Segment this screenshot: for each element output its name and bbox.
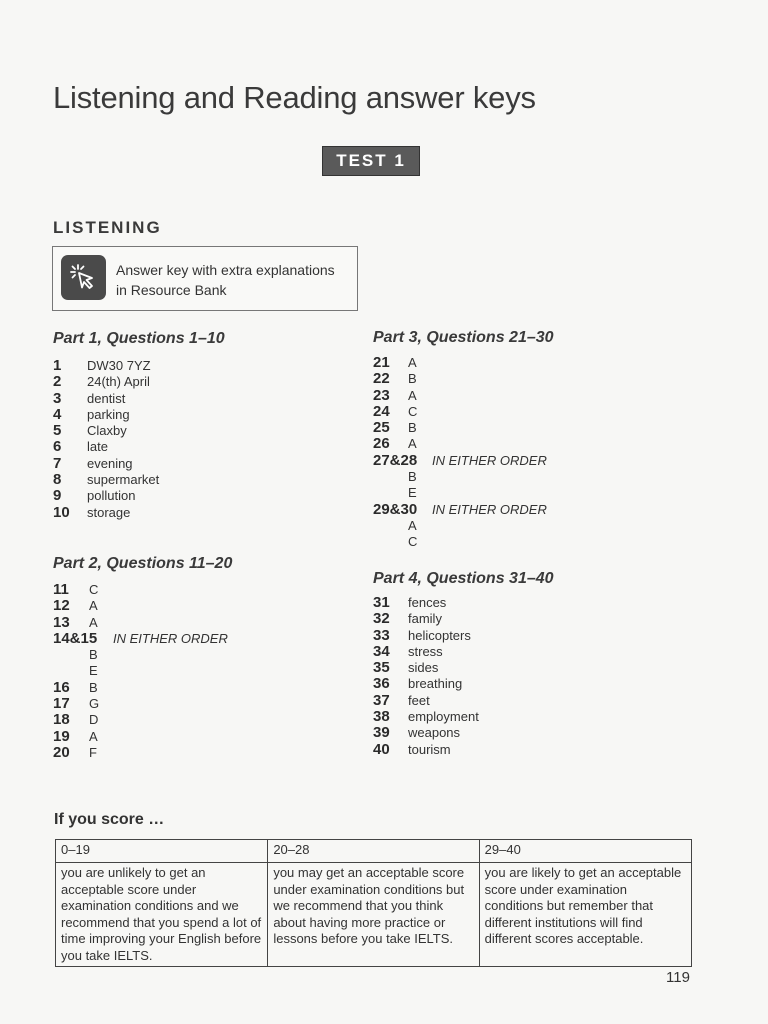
answer-text: F — [89, 744, 97, 760]
answer-row — [373, 371, 547, 387]
answer-row — [373, 611, 479, 627]
answer-row — [373, 404, 547, 420]
page-number: 119 — [666, 969, 690, 986]
question-number: 21 — [373, 354, 390, 371]
answer-row — [53, 680, 228, 696]
answer-text: G — [89, 696, 100, 712]
answer-row — [53, 598, 228, 614]
question-number: 37 — [373, 691, 390, 709]
question-number: 12 — [53, 597, 70, 615]
order-note: IN EITHER ORDER — [432, 452, 547, 468]
answer-text: C — [89, 582, 99, 597]
answer-row — [373, 388, 547, 404]
answer-row — [373, 709, 479, 725]
question-number: 9 — [53, 487, 62, 505]
question-number: 10 — [53, 503, 70, 521]
answer-text: 24(th) April — [87, 374, 150, 390]
answer-text: supermarket — [87, 472, 160, 488]
score-band: 0–19 — [56, 840, 268, 863]
answer-row — [53, 391, 159, 407]
answer-row — [373, 485, 547, 501]
question-number: 18 — [53, 711, 70, 729]
answer-row — [373, 355, 547, 371]
part1-title: Part 1, Questions 1–10 — [53, 330, 225, 347]
answer-row — [53, 729, 228, 745]
question-number: 35 — [373, 659, 390, 677]
answer-row — [373, 693, 479, 709]
answer-row — [53, 696, 228, 712]
question-number: 4 — [53, 405, 62, 423]
answer-text: A — [89, 614, 98, 630]
question-number: 14&15 — [53, 629, 98, 647]
question-number: 2 — [53, 373, 62, 391]
answer-row — [373, 676, 479, 692]
answer-text: B — [89, 647, 98, 663]
question-number: 7 — [53, 454, 62, 472]
answer-text: feet — [408, 692, 430, 708]
answer-row — [53, 615, 228, 631]
answer-text: parking — [87, 406, 130, 422]
question-number: 13 — [53, 613, 70, 631]
score-band: 20–28 — [268, 840, 479, 863]
answer-row — [53, 358, 159, 374]
answer-text: family — [408, 611, 442, 627]
answer-row — [373, 502, 547, 518]
question-number: 22 — [373, 370, 390, 388]
answer-text: fences — [408, 595, 447, 610]
resource-line-1: Answer key with extra explanations — [116, 262, 335, 278]
question-number: 6 — [53, 438, 62, 456]
question-number: 5 — [53, 422, 62, 440]
question-number: 33 — [373, 626, 390, 644]
part4-answers — [373, 595, 479, 758]
question-number: 29&30 — [373, 500, 418, 518]
answer-row — [373, 644, 479, 660]
answer-row — [53, 423, 159, 439]
answer-text: dentist — [87, 390, 126, 406]
answer-text: pollution — [87, 488, 136, 504]
answer-text: D — [89, 712, 99, 728]
question-number: 1 — [53, 357, 62, 374]
part3-answers — [373, 355, 547, 551]
answer-text: weapons — [408, 725, 461, 741]
part2-title: Part 2, Questions 11–20 — [53, 555, 233, 572]
answer-text: B — [408, 420, 417, 436]
score-heading: If you score … — [54, 811, 165, 828]
answer-text: C — [408, 534, 418, 550]
score-description: you are unlikely to get an acceptable score under examination conditions and we recommend that you spend a lot of time improving your English before you take IELTS. — [56, 863, 268, 967]
section-heading: LISTENING — [53, 218, 162, 237]
score-description: you are likely to get an acceptable score under examination conditions but remember that different institutions will find different scores acceptable. — [479, 863, 691, 967]
answer-row — [373, 534, 547, 550]
part4-title: Part 4, Questions 31–40 — [373, 570, 554, 587]
answer-text: helicopters — [408, 627, 471, 643]
answer-text: evening — [87, 455, 133, 471]
question-number: 39 — [373, 724, 390, 742]
question-number: 32 — [373, 610, 390, 628]
answer-row — [373, 742, 479, 758]
answer-text: storage — [87, 504, 131, 520]
answer-text: sides — [408, 660, 439, 676]
test-badge: TEST 1 — [322, 146, 420, 176]
answer-row — [373, 595, 479, 611]
answer-row — [53, 374, 159, 390]
answer-text: A — [408, 517, 417, 533]
question-number: 16 — [53, 678, 70, 696]
answer-text: B — [408, 371, 417, 387]
answer-text: breathing — [408, 676, 463, 692]
question-number: 38 — [373, 708, 390, 726]
question-number: 27&28 — [373, 451, 418, 469]
answer-text: B — [408, 469, 417, 485]
answer-text: E — [408, 485, 417, 501]
answer-text: late — [87, 439, 108, 455]
answer-text: tourism — [408, 741, 451, 757]
part3-title: Part 3, Questions 21–30 — [373, 329, 554, 346]
answer-row — [53, 439, 159, 455]
cursor-click-icon — [61, 255, 106, 300]
question-number: 19 — [53, 727, 70, 745]
order-note: IN EITHER ORDER — [113, 630, 228, 646]
answer-text: Claxby — [87, 423, 127, 439]
answer-row — [53, 582, 228, 598]
answer-text: A — [89, 728, 98, 744]
question-number: 24 — [373, 402, 390, 420]
question-number: 23 — [373, 386, 390, 404]
part2-answers — [53, 582, 228, 761]
answer-row — [53, 472, 159, 488]
answer-text: C — [408, 403, 418, 419]
answer-text: DW30 7YZ — [87, 358, 151, 373]
answer-row — [53, 631, 228, 647]
order-note: IN EITHER ORDER — [432, 501, 547, 517]
score-description-row — [56, 863, 692, 967]
score-band-row — [56, 840, 692, 863]
answer-row — [53, 647, 228, 663]
answer-row — [53, 488, 159, 504]
answer-row — [53, 407, 159, 423]
question-number: 17 — [53, 695, 70, 713]
score-table — [55, 839, 692, 967]
answer-row — [373, 436, 547, 452]
score-band: 29–40 — [479, 840, 691, 863]
question-number: 3 — [53, 389, 62, 407]
page-title: Listening and Reading answer keys — [53, 80, 536, 115]
answer-text: A — [408, 436, 417, 452]
question-number: 8 — [53, 471, 62, 489]
answer-row — [373, 518, 547, 534]
score-description: you may get an acceptable score under examination conditions but we recommend that you think about having more practice or lessons before you take IELTS. — [268, 863, 479, 967]
resource-text — [116, 260, 356, 300]
question-number: 11 — [53, 581, 69, 598]
answer-row — [373, 453, 547, 469]
question-number: 20 — [53, 743, 70, 761]
answer-row — [373, 420, 547, 436]
answer-text: employment — [408, 709, 479, 725]
answer-text: A — [408, 387, 417, 403]
answer-text: stress — [408, 643, 443, 659]
answer-row — [53, 505, 159, 521]
question-number: 25 — [373, 419, 390, 437]
answer-row — [53, 456, 159, 472]
resource-line-2: in Resource Bank — [116, 282, 227, 298]
part1-answers — [53, 358, 159, 521]
answer-text: A — [408, 355, 417, 370]
answer-row — [373, 628, 479, 644]
question-number: 40 — [373, 740, 390, 758]
answer-text: A — [89, 598, 98, 614]
answer-text: B — [89, 679, 98, 695]
answer-row — [373, 469, 547, 485]
question-number: 36 — [373, 675, 390, 693]
question-number: 26 — [373, 435, 390, 453]
resource-box[interactable] — [52, 246, 358, 311]
question-number: 34 — [373, 642, 390, 660]
answer-row — [373, 725, 479, 741]
answer-row — [373, 660, 479, 676]
answer-row — [53, 712, 228, 728]
answer-text: E — [89, 663, 98, 679]
question-number: 31 — [373, 594, 390, 611]
answer-row — [53, 663, 228, 679]
answer-row — [53, 745, 228, 761]
